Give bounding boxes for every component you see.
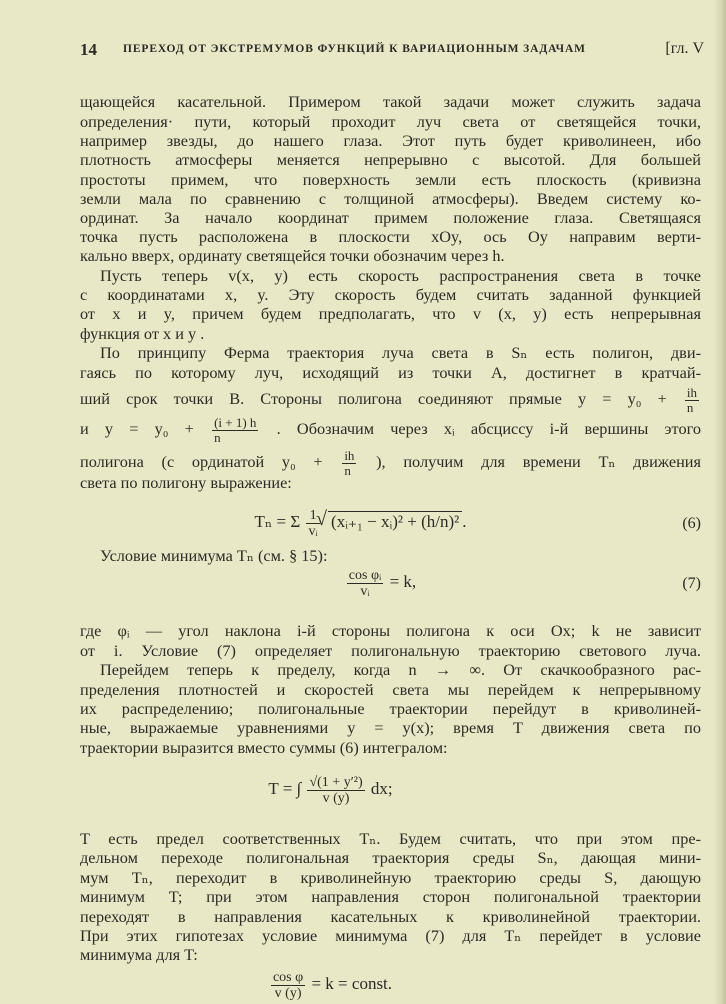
fraction-denominator: n	[214, 430, 221, 445]
text-line	[100, 266, 701, 286]
text-line	[80, 285, 701, 305]
square-root: √ (xᵢ₊₁ − xᵢ)² + (h/n)²	[328, 511, 462, 532]
text-segment: функция от x и y .	[80, 324, 205, 343]
text-line	[80, 363, 701, 383]
chapter-label: [гл. V	[665, 40, 704, 57]
fraction-denominator: v (y)	[274, 986, 302, 1001]
text-segment: .	[462, 512, 467, 532]
text-line	[80, 868, 701, 888]
text-segment: с координатами x, y. Эту скорость будем считать заданной функцией	[80, 285, 701, 304]
text-segment: от x и y, причем будем предполагать, что v (x, y) есть непрерывная	[80, 304, 701, 323]
text-segment: ординат. За начало координат примем положение глаза. Светящаяся	[80, 208, 701, 227]
fraction-numerator: √(1 + y′²)	[309, 775, 363, 790]
text-segment: Перейдем теперь к пределу, когда n → ∞. От скачкообразного рас-	[100, 660, 701, 679]
text-segment: Условие минимума Tₙ (см. § 15):	[100, 546, 328, 565]
text-segment: дельном переходе полигональная траектория среды Sₙ, дающая мини-	[80, 848, 701, 867]
text-line	[80, 304, 701, 324]
text-segment: например звезды, до нашего глаза. Этот путь будет криволинеен, ибо	[80, 131, 701, 150]
fraction-denominator: n	[686, 400, 694, 415]
equation-number: (6)	[682, 514, 701, 532]
text-line	[80, 208, 701, 228]
text-segment: траектории выразится вместо суммы (6) интегралом:	[80, 738, 448, 757]
text-line	[80, 170, 701, 190]
text-segment: гаясь по которому луч, исходящий из точки A, достигнет в кратчай-	[80, 363, 701, 382]
text-segment: где φᵢ — угол наклона i-й стороны полигона к оси Ox; k не зависит	[80, 621, 701, 640]
text-segment: щающейся касательной. Примером такой задачи может служить задача	[80, 92, 701, 111]
text-line	[80, 386, 701, 415]
text-line	[100, 660, 701, 680]
text-line	[80, 621, 701, 641]
text-segment: простоты примем, что поверхность земли есть плоскость (кривизна	[80, 170, 701, 189]
text-segment: плотность атмосферы меняется непрерывно с высотой. Для большей	[80, 150, 701, 169]
text-segment: света по полигону выражение:	[80, 473, 292, 492]
fraction	[212, 416, 258, 445]
text-segment: земли мала по сравнению с толщиной атмосферы). Введем систему ко-	[80, 189, 701, 208]
equation-number: (7)	[682, 574, 701, 592]
text-segment: кально вверх, ординату светящейся точки обозначим через h.	[80, 246, 505, 265]
fraction-denominator: vᵢ	[360, 584, 370, 599]
text-line	[100, 546, 701, 566]
text-line	[80, 680, 701, 700]
text-segment: определения· пути, который проходит луч света от светящейся точки,	[80, 112, 701, 131]
text-line	[80, 738, 701, 758]
text-segment: T = ∫	[268, 779, 302, 799]
text-segment: минимум T; при этом направления сторон полигональной траектории	[80, 887, 701, 906]
fraction-numerator: 1	[306, 508, 319, 524]
text-segment: мум Tₙ, переходит в криволинейную траекторию среды S, дающую	[80, 868, 701, 887]
text-line	[80, 416, 701, 445]
formula-eq7	[80, 568, 701, 599]
formula-body	[254, 508, 467, 539]
fraction	[307, 775, 364, 806]
text-segment: При этих гипотезах условие минимума (7) для Tₙ перейдет в условие	[80, 926, 701, 945]
text-segment: их распределению; полигональные траектории перейдут в криволиней-	[80, 699, 701, 718]
text-line	[80, 699, 701, 719]
text-segment: ные, выражаемые уравнениями y = y(x); время T движения света по	[80, 718, 701, 737]
text-line	[80, 131, 701, 151]
page-number: 14	[80, 40, 97, 59]
fraction-numerator: cos φᵢ	[348, 568, 382, 583]
text-segment: Пусть теперь v(x, y) есть скорость распространения света в точке	[100, 266, 701, 285]
text-line	[80, 150, 701, 170]
formula-integral	[80, 775, 701, 806]
text-segment: По принципу Ферма траектория луча света в Sₙ есть полигон, дви-	[100, 343, 701, 362]
formula-eq6	[80, 508, 701, 539]
text-line	[80, 112, 701, 132]
fraction-denominator: v (y)	[322, 791, 350, 806]
text-segment: = k,	[389, 572, 417, 592]
text-line	[80, 829, 701, 849]
fraction-denominator: vᵢ	[308, 524, 318, 539]
fraction-numerator: ih	[344, 448, 355, 463]
text-line	[80, 92, 701, 112]
text-line	[80, 227, 701, 247]
text-line	[80, 473, 701, 493]
text-segment: ший срок точки B. Стороны полигона соединяют прямые y = y₀ +	[80, 389, 667, 409]
fraction	[347, 568, 384, 599]
text-segment: переходят в направления касательных к криволинейной траектории.	[80, 907, 701, 926]
text-segment: = k = const.	[311, 974, 393, 994]
text-segment: полигона (с ординатой y₀ +	[80, 452, 323, 472]
formula-body	[268, 775, 393, 806]
text-line	[80, 907, 701, 927]
text-segment: dx;	[370, 779, 393, 799]
text-segment: . Обозначим через xᵢ абсциссу i-й вершины этого	[276, 419, 701, 439]
running-head: ПЕРЕХОД ОТ ЭКСТРЕМУМОВ ФУНКЦИЙ К ВАРИАЦИОННЫМ ЗАДАЧАМ	[123, 43, 586, 55]
fraction-numerator: ih	[686, 385, 698, 400]
text-line	[80, 887, 701, 907]
text-segment: ), получим для времени Tₙ движения	[376, 452, 701, 472]
fraction-numerator: (i + 1) h	[214, 415, 257, 430]
text-segment: точка пусть расположена в плоскости xOy, ось Oy направим верти-	[80, 227, 701, 246]
text-segment: T есть предел соответственных Tₙ. Будем считать, что при этом пре-	[80, 829, 701, 848]
formula-body	[345, 568, 417, 599]
text-line	[80, 189, 701, 209]
text-segment: пределения плотностей и скоростей света мы перейдем к непрерывному	[80, 680, 701, 699]
formula-body	[269, 970, 393, 1001]
text-segment: от i. Условие (7) определяет полигональную траекторию светового луча.	[80, 641, 701, 660]
fraction	[271, 970, 305, 1001]
text-line	[80, 945, 701, 965]
text-line	[80, 926, 701, 946]
text-segment: Tₙ = Σ	[254, 512, 301, 532]
text-line	[80, 641, 701, 661]
text-line	[80, 718, 701, 738]
page-edge-shadow	[714, 0, 726, 1004]
page-header	[80, 40, 704, 62]
text-line	[80, 246, 701, 266]
fraction-numerator: cos φ	[272, 970, 304, 985]
text-line	[100, 343, 701, 363]
fraction	[685, 386, 699, 415]
text-line	[80, 324, 701, 344]
text-line	[80, 848, 701, 868]
fraction-denominator: n	[344, 463, 351, 478]
formula-final	[80, 970, 701, 1001]
text-segment: минимума для T:	[80, 945, 198, 964]
text-segment: и y = y₀ +	[80, 419, 194, 439]
